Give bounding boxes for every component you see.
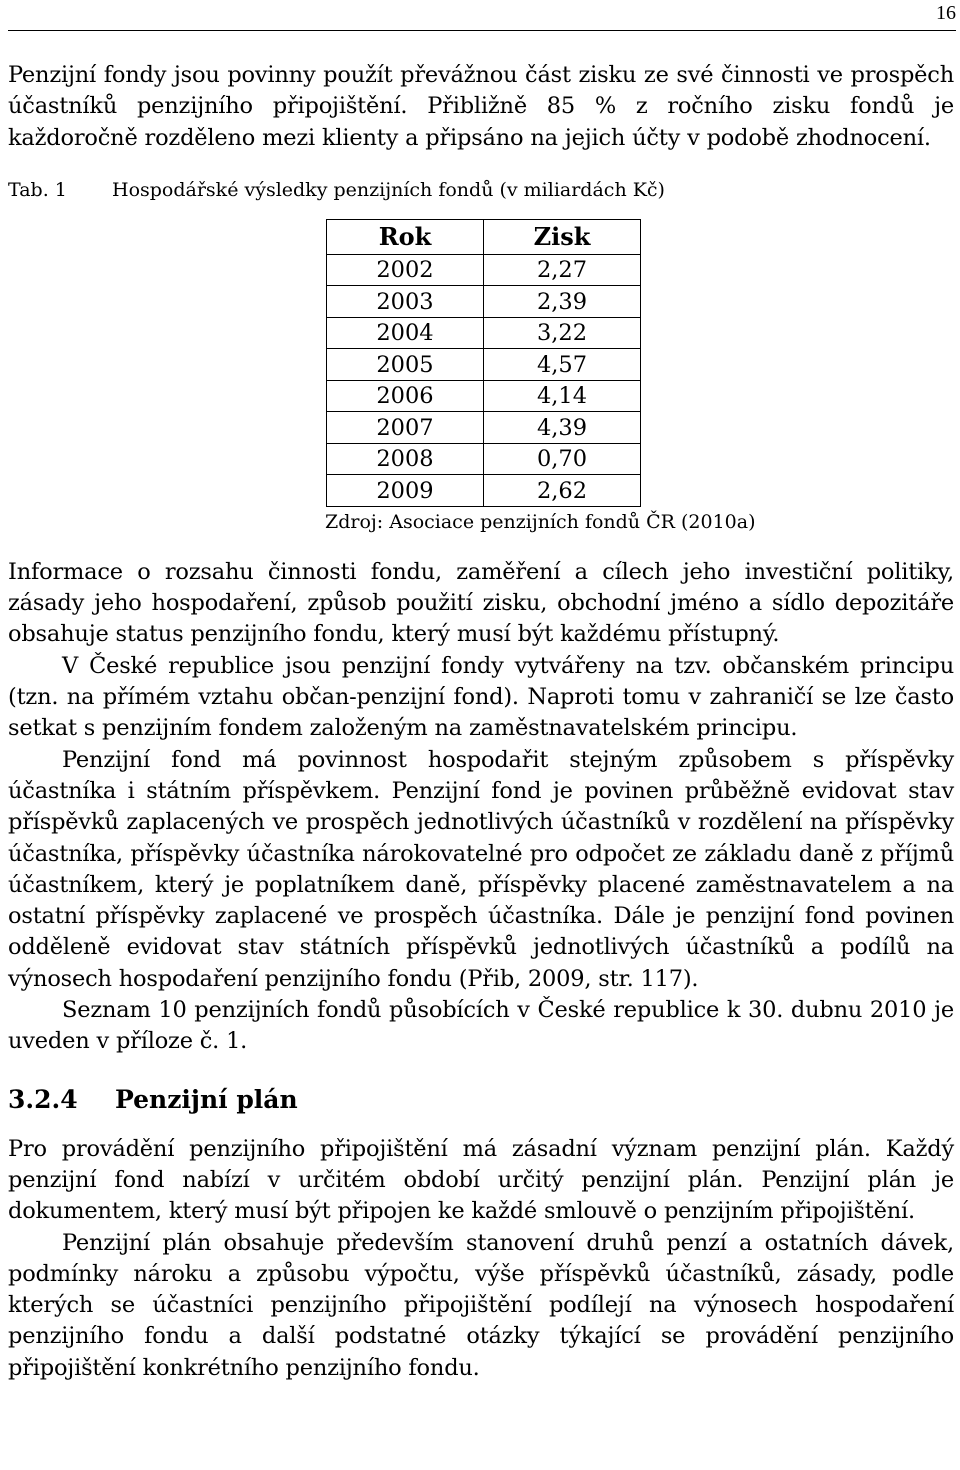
table-label: Tab. 1 (8, 178, 67, 201)
year-cell: 2006 (327, 380, 484, 412)
section-paragraph-2: Penzijní plán obsahuje především stanovení druhů penzí a ostatních dávek, podmínky nároku a způsobu výpočtu, výše příspěvků účastníků, zásady, podle kterých se účastníci penzijního připojištění podílejí na výnosech hospodaření penzijního fondu a další podstatné otázky týkající se provádění penzijního připojištění konkrétního penzijního fondu. (8, 1229, 954, 1381)
year-cell: 2003 (327, 286, 484, 318)
profit-cell: 4,39 (484, 412, 641, 444)
table-row (327, 317, 641, 349)
table-row (327, 475, 641, 507)
table-source: Zdroj: Asociace penzijních fondů ČR (2010a) (325, 510, 756, 533)
profit-cell: 3,22 (484, 317, 641, 349)
section-paragraph-1: Pro provádění penzijního připojištění má zásadní význam penzijní plán. Každý penzijní fond nabízí v určitém období určitý penzijní plán. Penzijní plán je dokumentem, který musí být připojen ke každé smlouvě o penzijním připojištění. (8, 1135, 954, 1225)
table-row (327, 349, 641, 381)
table-row (327, 380, 641, 412)
intro-paragraph: Penzijní fondy jsou povinny použít převážnou část zisku ze své činnosti ve prospěch účastníků penzijního připojištění. Přibližně 85 % z ročního zisku fondů je každoročně rozděleno mezi klienty a připsáno na jejich účty v podobě zhodnocení. (8, 62, 954, 151)
table-row (327, 254, 641, 286)
body-paragraph-3: Penzijní fond má povinnost hospodařit stejným způsobem s příspěvky účastníka i státním příspěvkem. Penzijní fond je povinen průběžně evidovat stav příspěvků zaplacených ve prospěch jednotlivých účastníků v rozdělení na příspěvky účastníka, příspěvky účastníka nárokovatelné pro odpočet ze základu daně z příjmů účastníkem, který je poplatníkem daně, příspěvky placené zaměstnavatelem a na ostatní příspěvky zaplacené ve prospěch účastníka. Dále je penzijní fond povinen odděleně evidovat stav státních příspěvků jednotlivých účastníků a podílů na výnosech hospodaření penzijního fondu (Přib, 2009, str. 117). (8, 746, 954, 992)
body-paragraph-1: Informace o rozsahu činnosti fondu, zaměření a cílech jeho investiční politiky, zásady jeho hospodaření, způsob použití zisku, obchodní jméno a sídlo depozitáře obsahuje status penzijního fondu, který musí být každému přístupný. (8, 558, 954, 648)
profit-cell: 2,62 (484, 475, 641, 507)
section-heading (8, 1084, 954, 1116)
profit-cell: 0,70 (484, 443, 641, 475)
table-row (327, 412, 641, 444)
header-rule (8, 30, 956, 31)
year-cell: 2007 (327, 412, 484, 444)
profit-cell: 2,39 (484, 286, 641, 318)
section-number: 3.2.4 (8, 1084, 78, 1114)
profit-cell: 4,14 (484, 380, 641, 412)
section-title: Penzijní plán (115, 1084, 298, 1114)
table-caption-text: Hospodářské výsledky penzijních fondů (v miliardách Kč) (112, 178, 665, 201)
page-content (8, 60, 954, 1384)
profit-cell: 2,27 (484, 254, 641, 286)
table-row (327, 286, 641, 318)
year-cell: 2008 (327, 443, 484, 475)
column-header-profit: Zisk (484, 219, 641, 254)
year-cell: 2002 (327, 254, 484, 286)
body-paragraph-4: Seznam 10 penzijních fondů působících v České republice k 30. dubnu 2010 je uveden v příloze č. 1. (8, 997, 954, 1055)
results-table (326, 219, 641, 507)
year-cell: 2005 (327, 349, 484, 381)
body-paragraph-2: V České republice jsou penzijní fondy vytvářeny na tzv. občanském principu (tzn. na přímém vztahu občan-penzijní fond). Naproti tomu v zahraničí se lze často setkat s penzijním fondem založeným na zaměstnavatelském principu. (8, 652, 954, 742)
table-row (327, 443, 641, 475)
table-header-row (327, 219, 641, 254)
profit-cell: 4,57 (484, 349, 641, 381)
year-cell: 2009 (327, 475, 484, 507)
year-cell: 2004 (327, 317, 484, 349)
table-caption (8, 176, 954, 204)
column-header-year: Rok (327, 219, 484, 254)
page-number: 16 (936, 2, 956, 24)
